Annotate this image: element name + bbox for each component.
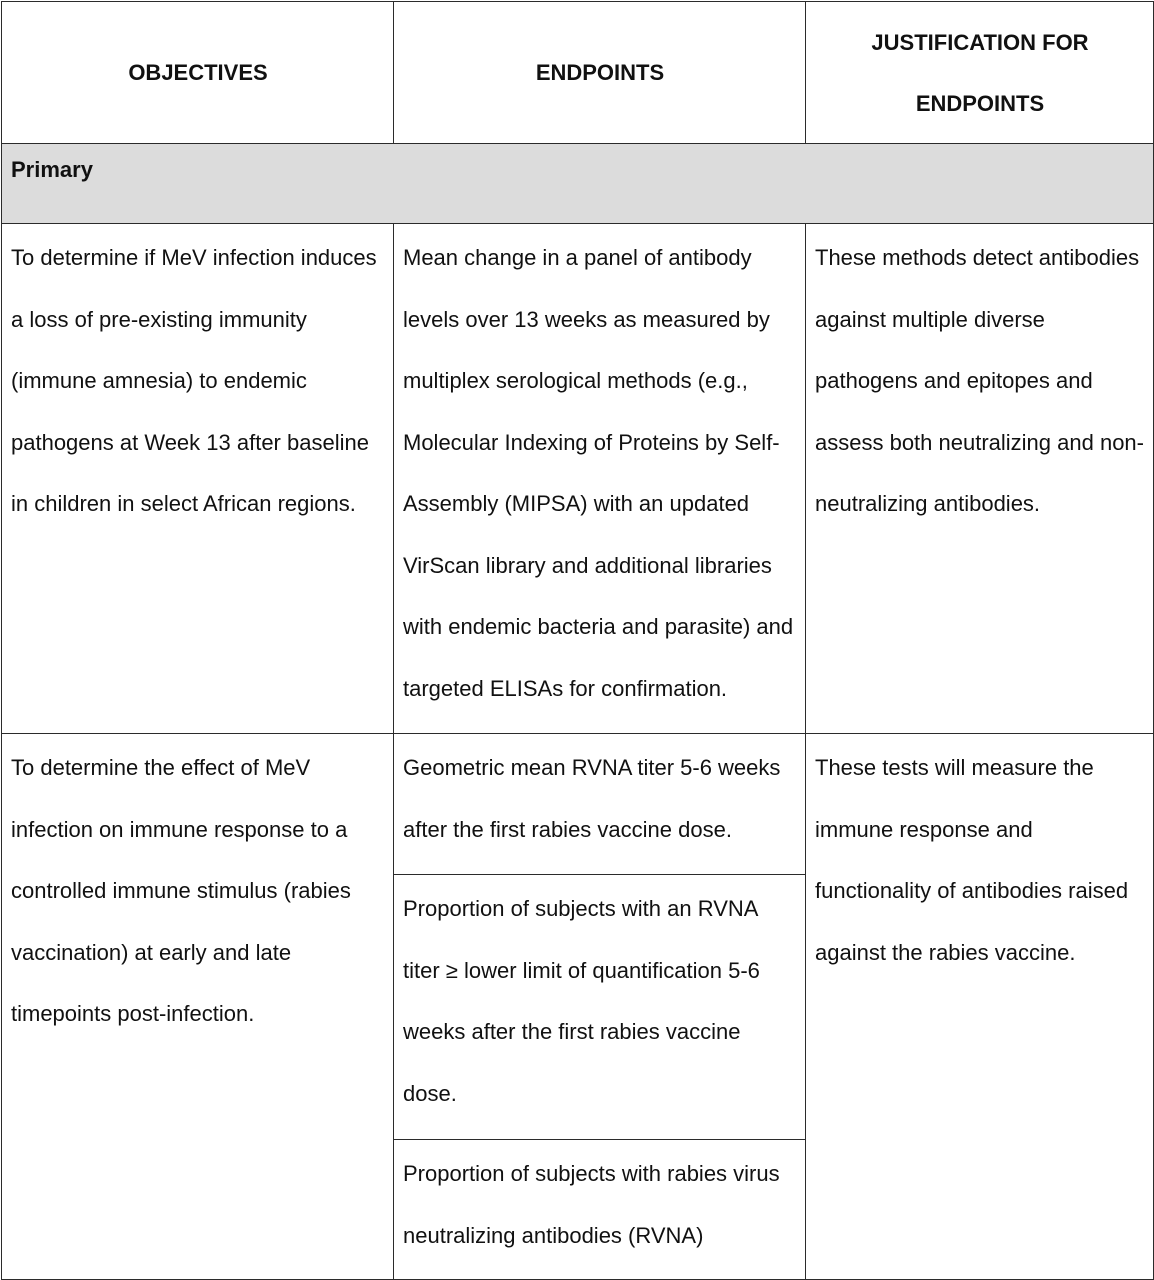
objectives-endpoints-table — [1, 1, 1154, 1280]
header-justification-line1: JUSTIFICATION FOR — [871, 29, 1089, 55]
endpoint-cell: Geometric mean RVNA titer 5-6 weeks after the first rabies vaccine dose. — [394, 734, 806, 875]
table-row — [2, 734, 1154, 875]
header-justification — [806, 2, 1154, 144]
header-endpoints-text: ENDPOINTS — [535, 60, 665, 85]
header-justification-line2: ENDPOINTS — [915, 90, 1045, 116]
endpoint-cell: Mean change in a panel of antibody levels over 13 weeks as measured by multiplex serological methods (e.g., Molecular Indexing of Proteins by Self-Assembly (MIPSA) with an updated VirScan library and additional libraries with endemic bacteria and parasite) and targeted ELISAs for confirmation. — [394, 224, 806, 734]
objective-cell: To determine the effect of MeV infection on immune response to a controlled immune stimulus (rabies vaccination) at early and late timepoints post-infection. — [2, 734, 394, 1280]
justification-cell: These methods detect antibodies against multiple diverse pathogens and epitopes and assess both neutralizing and non-neutralizing antibodies. — [806, 224, 1154, 734]
objective-cell: To determine if MeV infection induces a loss of pre-existing immunity (immune amnesia) to endemic pathogens at Week 13 after baseline in children in select African regions. — [2, 224, 394, 734]
endpoint-cell: Proportion of subjects with rabies virus neutralizing antibodies (RVNA) — [394, 1140, 806, 1280]
endpoint-cell: Proportion of subjects with an RVNA titer ≥ lower limit of quantification 5-6 weeks after the first rabies vaccine dose. — [394, 875, 806, 1140]
section-label: Primary — [2, 144, 1154, 224]
header-objectives-text: OBJECTIVES — [128, 60, 268, 85]
table-row — [2, 224, 1154, 734]
table-header-row — [2, 2, 1154, 144]
section-row-primary — [2, 144, 1154, 224]
header-endpoints — [394, 2, 806, 144]
header-objectives — [2, 2, 394, 144]
justification-cell: These tests will measure the immune response and functionality of antibodies raised against the rabies vaccine. — [806, 734, 1154, 1280]
